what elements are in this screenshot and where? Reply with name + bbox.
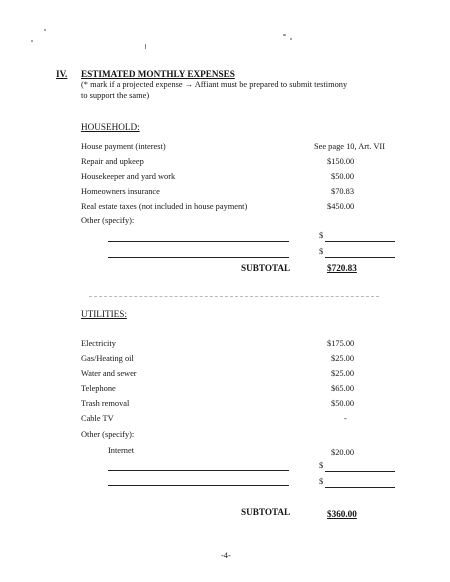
household-heading: HOUSEHOLD: — [81, 122, 140, 132]
household-subtotal-value: $720.83 — [327, 263, 357, 273]
household-item-label: Housekeeper and yard work — [81, 172, 176, 181]
blank-line — [108, 485, 289, 486]
blank-line — [108, 257, 289, 258]
utilities-item-value: $65.00 — [331, 384, 355, 393]
page-number: -4- — [221, 551, 231, 560]
household-subtotal-label: SUBTOTAL — [241, 263, 291, 273]
utilities-item-value: $20.00 — [331, 448, 355, 457]
section-number: IV. — [56, 69, 68, 79]
blank-amount-line — [325, 487, 395, 488]
utilities-heading: UTILITIES: — [81, 309, 127, 319]
household-item-value: $50.00 — [331, 172, 355, 181]
household-item-value: $450.00 — [327, 202, 355, 211]
blank-amount-line — [325, 471, 395, 472]
utilities-item-label: Other (specify): — [81, 430, 135, 439]
utilities-item-label: Cable TV — [81, 414, 114, 423]
household-item-label: Other (specify): — [81, 216, 135, 225]
utilities-item-label: Water and sewer — [81, 369, 137, 378]
blank-dollar-sign: $ — [319, 231, 324, 240]
household-item-label: Homeowners insurance — [81, 187, 160, 196]
household-item-value: $70.83 — [331, 187, 355, 196]
scan-speck — [145, 44, 146, 49]
utilities-subtotal-label: SUBTOTAL — [241, 507, 291, 517]
utilities-item-label: Electricity — [81, 339, 116, 348]
blank-line — [108, 241, 289, 242]
blank-dollar-sign: $ — [319, 461, 324, 470]
section-note-line1: (* mark if a projected expense → Affiant must be prepared to submit testimony — [81, 80, 348, 89]
section-note-line2: to support the same) — [81, 91, 150, 100]
utilities-item-label: Internet — [108, 446, 135, 455]
scan-speck — [283, 34, 286, 36]
blank-line — [108, 470, 289, 471]
utilities-item-label: Trash removal — [81, 399, 130, 408]
household-item-label: House payment (interest) — [81, 142, 166, 151]
scan-speck — [290, 38, 292, 40]
blank-amount-line — [325, 241, 395, 242]
blank-amount-line — [325, 257, 395, 258]
scan-noise — [89, 296, 379, 297]
utilities-item-value: $175.00 — [327, 339, 355, 348]
utilities-item-value: $50.00 — [331, 399, 355, 408]
utilities-item-value: - — [344, 414, 347, 423]
household-item-value: See page 10, Art. VII — [314, 142, 386, 151]
household-item-label: Real estate taxes (not included in house payment) — [81, 202, 248, 211]
scan-speck — [31, 40, 33, 42]
section-title: ESTIMATED MONTHLY EXPENSES — [81, 69, 235, 79]
household-item-label: Repair and upkeep — [81, 157, 144, 166]
utilities-subtotal-value: $360.00 — [327, 509, 357, 519]
utilities-item-label: Gas/Heating oil — [81, 354, 134, 363]
utilities-item-label: Telephone — [81, 384, 116, 393]
blank-dollar-sign: $ — [319, 247, 324, 256]
utilities-item-value: $25.00 — [331, 354, 355, 363]
blank-dollar-sign: $ — [319, 477, 324, 486]
utilities-item-value: $25.00 — [331, 369, 355, 378]
household-item-value: $150.00 — [327, 157, 355, 166]
scan-speck — [44, 29, 46, 31]
